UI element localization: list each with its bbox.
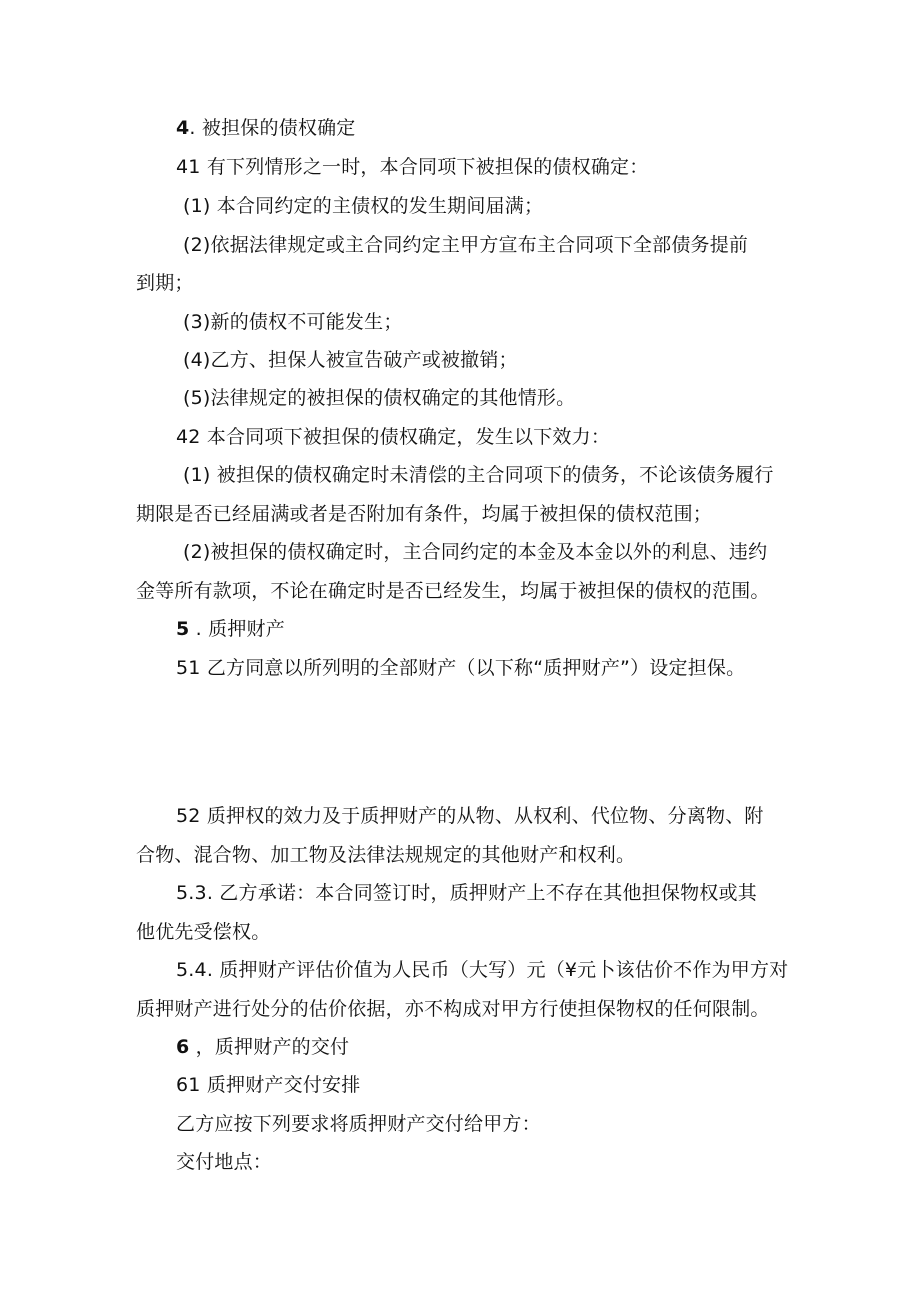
section-number: 6 (176, 1036, 190, 1058)
clause-4-1-item-2-cont: 到期； (136, 272, 194, 294)
clause-4-1-item-4: (4)乙方、担保人被宣告破产或被撤销； (183, 349, 518, 371)
clause-5-3-cont: 他优先受偿权。 (136, 921, 271, 943)
clause-4-2-item-1: (1) 被担保的债权确定时未清偿的主合同项下的债务，不论该债务履行 (183, 464, 774, 486)
heading-text: ，质押财产的交付 (189, 1036, 350, 1058)
clause-4-1-item-3: (3)新的债权不可能发生； (183, 311, 403, 333)
section-number: 4 (176, 117, 190, 139)
clause-4-1-item-1: (1) 本合同约定的主债权的发生期间届满； (183, 195, 544, 217)
section-4-heading (176, 116, 356, 140)
clause-4-1-item-5: (5)法律规定的被担保的债权确定的其他情形。 (183, 387, 576, 409)
clause-4-1: 41 有下列情形之一时，本合同项下被担保的债权确定： (176, 156, 649, 178)
clause-4-2: 42 本合同项下被担保的债权确定，发生以下效力： (176, 426, 611, 448)
clause-5-1: 51 乙方同意以所列明的全部财产（以下称“质押财产”）设定担保。 (176, 657, 746, 679)
clause-5-4: 5.4. 质押财产评估价值为人民币（大写）元（¥元卜该估价不作为甲方对 (176, 959, 789, 981)
clause-4-2-item-2-cont: 金等所有款项，不论在确定时是否已经发生，均属于被担保的债权的范围。 (136, 580, 770, 602)
clause-5-4-cont: 质押财产进行处分的估价依据，亦不构成对甲方行使担保物权的任何限制。 (136, 998, 770, 1020)
clause-6-1: 61 质押财产交付安排 (176, 1074, 361, 1096)
section-6-heading (176, 1035, 349, 1059)
heading-text: . 质押财产 (189, 618, 285, 640)
clause-5-2: 52 质押权的效力及于质押财产的从物、从权利、代位物、分离物、附 (176, 805, 764, 827)
section-number: 5 (176, 618, 190, 640)
clause-4-1-item-2: (2)依据法律规定或主合同约定主甲方宣布主合同项下全部债务提前 (183, 234, 749, 256)
clause-4-2-item-2: (2)被担保的债权确定时，主合同约定的本金及本金以外的利息、违约 (183, 541, 768, 563)
heading-text: . 被担保的债权确定 (189, 117, 356, 139)
delivery-location-label: 交付地点： (176, 1151, 273, 1173)
clause-4-2-item-1-cont: 期限是否已经届满或者是否附加有条件，均属于被担保的债权范围； (136, 503, 713, 525)
section-5-heading (176, 617, 285, 641)
clause-6-1-body: 乙方应按下列要求将质押财产交付给甲方： (176, 1113, 541, 1135)
clause-5-2-cont: 合物、混合物、加工物及法律法规规定的其他财产和权利。 (136, 844, 636, 866)
clause-5-3: 5.3. 乙方承诺：本合同签订时，质押财产上不存在其他担保物权或其 (176, 882, 757, 904)
